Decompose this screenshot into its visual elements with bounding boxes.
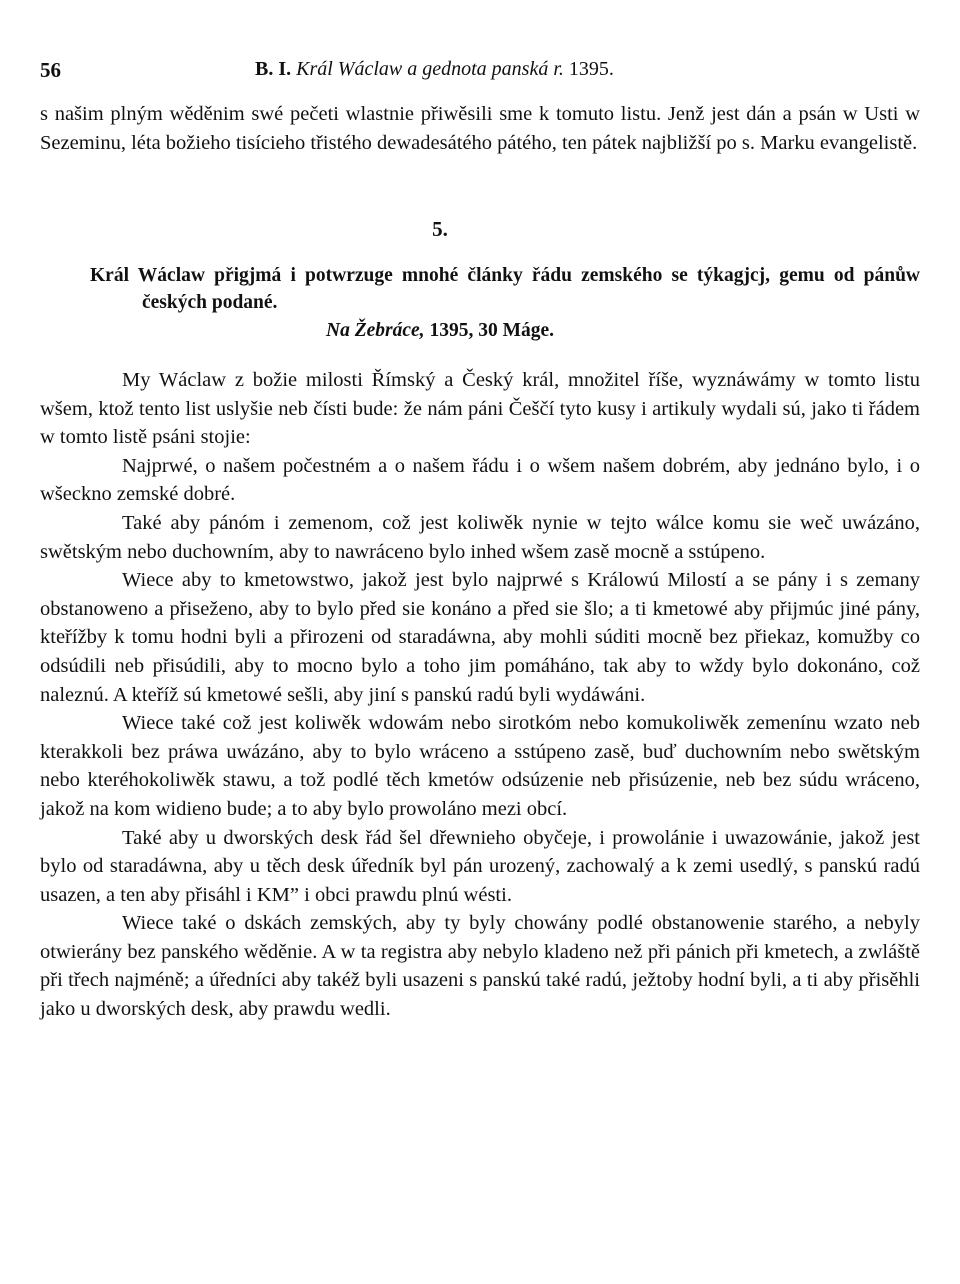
continuation-paragraph: s našim plným wěděnim swé pečeti wlastnie přiwěsili sme k tomuto listu. Jenž jest dán a psán w Usti w Sezeminu, léta božieho tisícieho třistého dewadesátého pátého, ten pátek najbližší po s. Marku evangelistě.	[40, 103, 920, 154]
body-paragraph: My Wáclaw z božie milosti Římský a Český král, množitel říše, wyznáwámy w tomto listu wšem, ktož tento list uslyšie neb čísti bude: že nám páni Češčí tyto kusy i artikuly wydali sú, jako ti řádem w tomto listě psáni stojie:	[40, 369, 920, 449]
body-paragraph: Wiece také což jest koliwěk wdowám nebo sirotkóm nebo komukoliwěk zemenínu wzato neb kterakkoli bez práwa uwázáno, aby to bylo wráceno a sstúpeno zasě, buď duchowním nebo swětským nebo kteréhokoliwěk stawu, a tož podlé těch kmetów odsúzenie neb přisúzenie, neb bez súdu wráceno, jakož na kom widieno bude; a to aby bylo prowoláno mezi obcí.	[40, 712, 920, 820]
document-dateline	[0, 320, 880, 342]
document-summary: Král Wáclaw přigjmá i potwrzuge mnohé články řádu zemského se týkagjcj, gemu od pánůw českých podané.	[90, 265, 920, 313]
running-header	[40, 58, 920, 88]
series-label: B. I.	[255, 58, 292, 80]
body-paragraph: Také aby u dworských desk řád šel dřewnieho obyčeje, i prowolánie i uwazowánie, jakož jest bylo od staradáwna, aby u těch desk úředník byl pán urozený, zachowalý a k zemi usedlý, s panskú radú usazen, a ten aby přisáhl i KM” i obci prawdu plnú wésti.	[40, 826, 920, 906]
document-body	[40, 366, 920, 1024]
body-paragraph: Najprwé, o našem počestném a o našem řádu i o wšem našem dobrém, aby jednáno bylo, i o wšeckno zemské dobré.	[40, 454, 920, 506]
running-title	[255, 58, 614, 81]
running-title-year: 1395.	[568, 58, 614, 80]
dateline-place: Na Žebráce,	[326, 320, 425, 341]
page-number: 56	[40, 58, 61, 82]
document-number: 5.	[432, 217, 448, 241]
running-title-text: Král Wáclaw a gednota panská r.	[296, 58, 564, 80]
continuation-text	[40, 100, 920, 157]
body-paragraph: Wiece také o dskách zemských, aby ty byly chowány podlé obstanowenie starého, a nebyly otwierány bez panského wěděnie. A w ta registra aby nebylo kladeno než při pánich při kmetech, a zwláště při třech najméně; a úředníci aby takéž byli usazeni s panskú také radú, ježtoby hodní byli, a ti aby přisěhli jako u dworských desk, aby prawdu wedli.	[40, 912, 920, 1021]
dateline-date: 1395, 30 Máge.	[429, 320, 554, 341]
body-paragraph: Také aby pánóm i zemenom, což jest koliwěk nynie w tejto wálce komu sie weč uwázáno, swětským nebo duchowním, aby to nawráceno bylo inhed wšem zasě mocně a sstúpeno.	[40, 511, 920, 563]
body-paragraph: Wiece aby to kmetowstwo, jakož jest bylo najprwé s Králowú Milostí a se pány i s zemany obstanoweno a přiseženo, aby to bylo před sie konáno a před sie šlo; a ti kmetowé aby přijmúc jiné pány, kteřížby k tomu hodni byli a přirozeni od staradáwna, aby mohli súditi mocně bez přiekaz, komužby co odsúdili neb přisúdili, aby to mocno bylo a toho jim pomáháno, tak aby to wždy bylo dokonáno, což naleznú. A kteříž sú kmetowé sešli, aby jiní s panskú radú byli wydáwáni.	[40, 569, 920, 706]
